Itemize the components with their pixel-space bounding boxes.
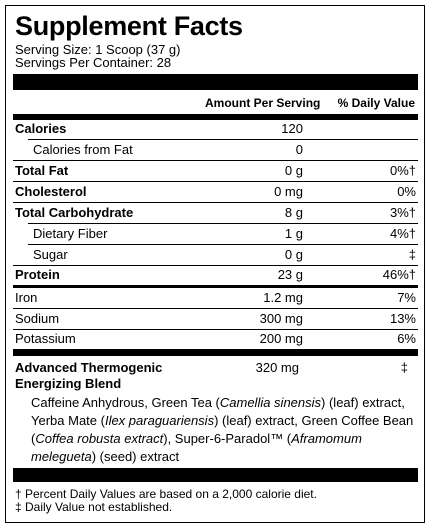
nutrient-amount: 1.2 mg — [263, 290, 303, 305]
nutrient-row-dietary-fiber — [13, 224, 418, 244]
nutrient-amount: 0 g — [284, 163, 303, 178]
ingredient-latin-name: Aframomum melegueta — [31, 431, 362, 464]
nutrient-row-total-fat — [13, 161, 418, 181]
nutrient-label: Total Fat — [15, 163, 69, 178]
ingredient-latin-name: Coffea robusta extract — [35, 431, 164, 446]
nutrient-label: Calories — [15, 121, 67, 136]
nutrient-amount: 8 g — [284, 205, 303, 220]
thick-divider-bottom — [13, 468, 418, 482]
blend-dv: ‡ — [400, 360, 408, 375]
nutrient-label: Calories from Fat — [33, 142, 133, 157]
nutrient-row-total-carbohydrate — [13, 203, 418, 223]
nutrient-row-potassium — [13, 329, 418, 349]
blend-title — [15, 360, 162, 392]
nutrient-label: Sugar — [33, 247, 68, 262]
nutrient-row-calories-from-fat — [13, 140, 418, 160]
nutrient-row-cholesterol — [13, 182, 418, 202]
serving-size: Serving Size: 1 Scoop (37 g) — [15, 42, 181, 57]
thick-divider-blend — [13, 349, 418, 356]
panel-title: Supplement Facts — [15, 11, 243, 41]
blend-amount: 320 mg — [255, 360, 299, 375]
daily-value-header: % Daily Value — [337, 96, 415, 110]
nutrient-amount: 200 mg — [259, 331, 303, 346]
amount-per-serving-header: Amount Per Serving — [205, 96, 321, 110]
ingredient-text: ) (seed) extract — [91, 449, 180, 464]
nutrient-dv: 13% — [389, 311, 416, 326]
nutrient-dv: 6% — [397, 331, 416, 346]
blend-title-line1: Advanced Thermogenic — [15, 360, 163, 375]
nutrient-dv: 46%† — [382, 267, 416, 282]
nutrient-amount: 0 — [295, 142, 303, 157]
nutrient-label: Iron — [15, 290, 38, 305]
ingredient-latin-name: Ilex paraguariensis — [104, 413, 215, 428]
thick-divider-top — [13, 74, 418, 90]
nutrient-dv: 3%† — [389, 205, 416, 220]
nutrient-label: Protein — [15, 267, 60, 282]
ingredient-text: ) (leaf) extract, Yerba Mate ( — [31, 395, 405, 428]
nutrient-dv: 0% — [397, 184, 416, 199]
nutrient-label: Total Carbohydrate — [15, 205, 134, 220]
ingredient-text: Caffeine Anhydrous, Green Tea ( — [31, 395, 220, 410]
servings-per-container: Servings Per Container: 28 — [15, 55, 172, 70]
nutrient-dv: ‡ — [408, 247, 416, 262]
ingredient-latin-name: Camellia sinensis — [219, 395, 322, 410]
footnote-not-established: ‡ Daily Value not established. — [15, 500, 173, 514]
nutrient-row-sugar — [13, 245, 418, 265]
nutrient-label: Dietary Fiber — [33, 226, 108, 241]
nutrient-label: Cholesterol — [15, 184, 87, 199]
nutrient-dv: 4%† — [389, 226, 416, 241]
footnote-percent-dv: † Percent Daily Values are based on a 2,000 calorie diet. — [15, 487, 317, 501]
blend-ingredients — [31, 394, 421, 466]
nutrient-row-calories — [13, 119, 418, 139]
nutrient-row-iron — [13, 288, 418, 308]
nutrient-amount: 120 — [281, 121, 303, 136]
nutrient-amount: 23 g — [277, 267, 303, 282]
nutrient-row-sodium — [13, 309, 418, 329]
nutrient-label: Sodium — [15, 311, 60, 326]
nutrient-amount: 0 g — [284, 247, 303, 262]
nutrient-amount: 300 mg — [259, 311, 303, 326]
nutrient-amount: 0 mg — [274, 184, 303, 199]
supplement-facts-panel — [5, 5, 425, 523]
nutrient-label: Potassium — [15, 331, 76, 346]
nutrient-row-protein — [13, 265, 418, 285]
blend-title-line2: Energizing Blend — [15, 376, 122, 391]
ingredient-text: ) (leaf) extract, Green Coffee Bean ( — [31, 413, 414, 446]
nutrient-dv: 7% — [397, 290, 416, 305]
ingredient-text: ), Super-6-Paradol™ ( — [163, 431, 292, 446]
nutrient-amount: 1 g — [284, 226, 303, 241]
nutrient-dv: 0%† — [389, 163, 416, 178]
